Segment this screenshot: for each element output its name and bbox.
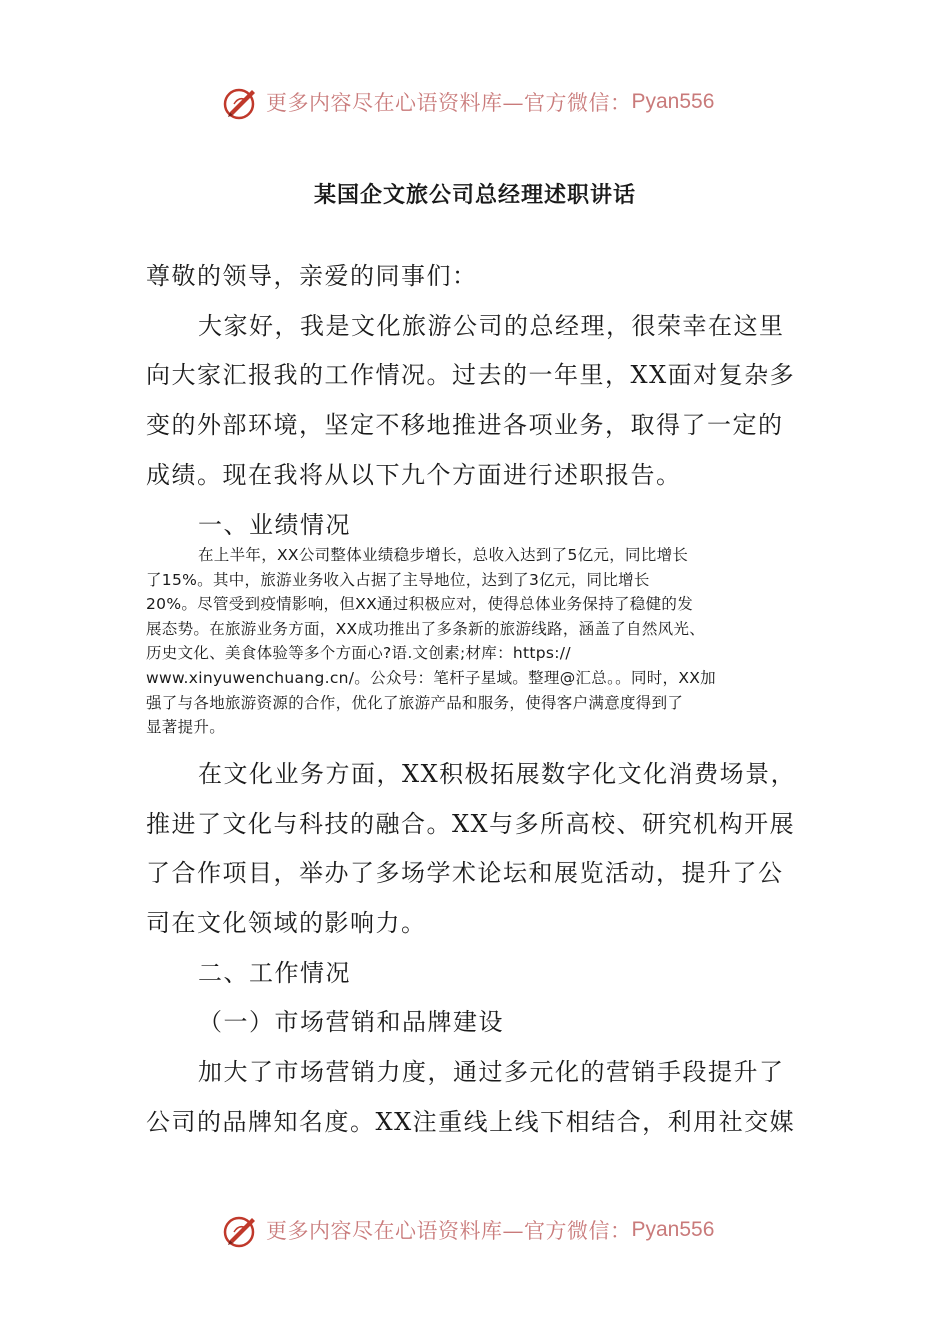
culture-line: 在文化业务方面，XX积极拓展数字化文化消费场景， — [198, 760, 797, 788]
body-line: www.xinyuwenchuang.cn/。公众号：笔杆子星域。整理@汇总。。同时，XX加 — [146, 668, 716, 687]
subsection-heading: （一）市场营销和品牌建设 — [198, 1008, 504, 1036]
body-line: 了15%。其中，旅游业务收入占据了主导地位，达到了3亿元，同比增长 — [146, 570, 650, 589]
watermark-wechat-id: Pyan556 — [631, 1218, 715, 1241]
pen-logo-icon — [222, 1210, 262, 1250]
body-line: 20%。尽管受到疫情影响，但XX通过积极应对，使得总体业务保持了稳健的发 — [146, 595, 693, 614]
watermark-text: 更多内容尽在心语资料库—官方微信： — [266, 91, 632, 115]
section1-body — [146, 543, 796, 740]
body-line: 展态势。在旅游业务方面，XX成功推出了多条新的旅游线路，涵盖了自然风光、 — [146, 619, 706, 638]
pen-logo-icon — [222, 82, 262, 122]
salutation: 尊敬的领导，亲爱的同事们： — [146, 262, 478, 290]
header-watermark — [222, 80, 714, 124]
marketing-line: 加大了市场营销力度，通过多元化的营销手段提升了 — [198, 1058, 785, 1086]
intro-line: 大家好，我是文化旅游公司的总经理，很荣幸在这里 — [198, 312, 785, 340]
body-line: 历史文化、美食体验等多个方面心?语.文创素;材库：https:// — [146, 644, 571, 663]
watermark-text: 更多内容尽在心语资料库—官方微信： — [266, 1219, 632, 1243]
intro-line: 变的外部环境，坚定不移地推进各项业务，取得了一定的 — [146, 411, 784, 439]
body-line: 强了与各地旅游资源的合作，优化了旅游产品和服务，使得客户满意度得到了 — [146, 693, 684, 712]
culture-line: 了合作项目，举办了多场学术论坛和展览活动，提升了公 — [146, 859, 784, 887]
document-title: 某国企文旅公司总经理述职讲话 — [313, 182, 636, 208]
intro-line: 成绩。现在我将从以下九个方面进行述职报告。 — [146, 461, 682, 489]
section-heading: 一、业绩情况 — [198, 511, 351, 539]
culture-line: 推进了文化与科技的融合。XX与多所高校、研究机构开展 — [146, 810, 796, 838]
body-line: 在上半年，XX公司整体业绩稳步增长，总收入达到了5亿元，同比增长 — [198, 546, 689, 564]
footer-watermark — [222, 1208, 714, 1252]
marketing-line: 公司的品牌知名度。XX注重线上线下相结合，利用社交媒 — [146, 1108, 796, 1136]
watermark-wechat-id: Pyan556 — [631, 90, 715, 113]
intro-line: 向大家汇报我的工作情况。过去的一年里，XX面对复杂多 — [146, 361, 796, 389]
body-line: 显著提升。 — [146, 718, 226, 737]
culture-line: 司在文化领域的影响力。 — [146, 909, 427, 937]
section-heading: 二、工作情况 — [198, 959, 351, 987]
